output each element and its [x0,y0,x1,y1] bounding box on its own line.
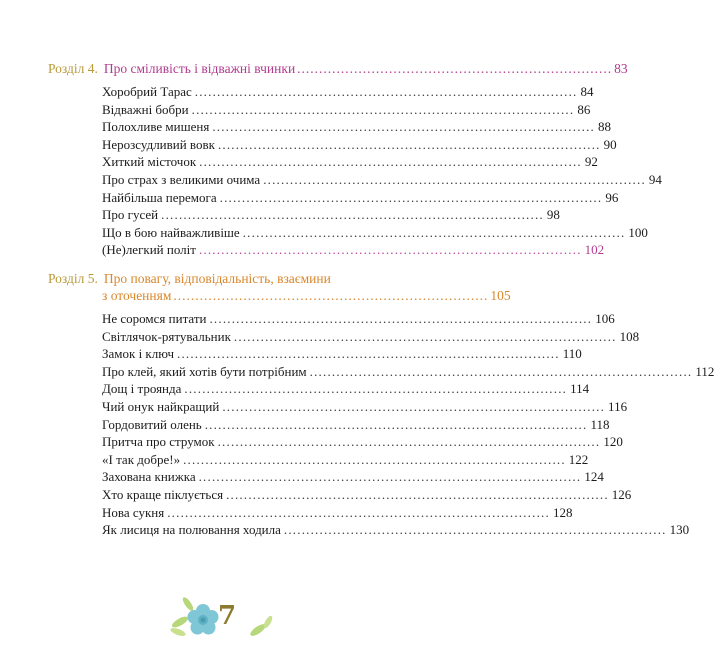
entry-title: Про страх з великими очима [102,171,261,187]
toc-entry[interactable] [102,224,648,242]
entry-page: 100 [628,224,648,240]
entry-title: Замок і ключ [102,346,174,362]
toc-entry[interactable] [102,118,612,136]
toc-entry[interactable] [102,521,690,539]
entry-page: 98 [546,207,560,223]
entry-title: Нова сукня [102,504,165,520]
leader-dots: ...................................................................................... [219,189,603,205]
section-4-entries [102,83,662,259]
leader-dots: ...................................................................................... [199,154,582,170]
entry-title: Полохливе мишеня [102,119,210,135]
toc-entry[interactable] [102,310,615,328]
leader-dots: ........................................................................ [173,288,489,303]
toc-entry[interactable] [102,206,560,224]
entry-title: Як лисиця на полювання ходила [102,522,281,538]
entry-title: Що в бою найважливіше [102,224,240,240]
entry-page: 92 [584,154,598,170]
leader-dots: ...................................................................................... [198,469,582,485]
entry-page: 118 [590,416,610,432]
entry-page: 114 [570,381,590,397]
entry-page: 128 [552,504,573,520]
leader-dots: ...................................................................................... [177,346,560,362]
entry-page: 116 [608,398,628,414]
entry-title: Захована книжка [102,469,196,485]
entry-page: 88 [598,119,612,135]
entry-page: 130 [669,522,690,538]
entry-page: 106 [595,311,615,326]
toc-entry[interactable] [102,153,598,171]
section-5-heading-line1[interactable] [48,270,413,287]
leader-dots: ...................................................................................... [209,311,593,326]
leader-dots: ...................................................................................... [309,363,693,379]
toc-entry[interactable] [102,504,573,522]
entry-page: 102 [584,242,605,258]
toc-section-5 [48,270,714,539]
leader-dots: ...................................................................................... [263,171,646,187]
toc-section-4 [48,60,662,259]
toc-entry[interactable] [102,416,610,434]
section-4-title: Про сміливість і відважні вчинки [103,61,296,76]
toc-entry[interactable] [102,486,632,504]
entry-page: 122 [568,451,589,467]
entry-page: 112 [695,363,714,379]
section-5-title-line1: Про повагу, відповідальність, взаємини [103,271,331,286]
section-4-heading[interactable] [48,60,628,77]
entry-title: Гордовитий олень [102,416,202,432]
entry-page: 94 [648,171,662,187]
leader-dots: ...................................................................................... [191,101,575,117]
leader-dots: ...................................................................................... [242,224,626,240]
leader-dots: ...................................................................................... [161,207,544,223]
entry-page: 108 [619,328,640,344]
section-4-page: 83 [614,61,628,76]
toc-entry[interactable] [102,241,605,259]
entry-page: 120 [603,434,623,450]
entry-page: 110 [562,346,582,362]
entry-title: Хиткий місточок [102,154,197,170]
entry-title: (Не)легкий політ [102,242,196,258]
leader-dots: ........................................................................ [297,61,613,76]
section-5-number: Розділ 5. [48,271,98,286]
entry-title: Про гусей [102,207,159,223]
entry-page: 84 [580,84,594,99]
leader-dots: ...................................................................................... [217,434,601,450]
entry-page: 90 [603,136,617,152]
section-5-title-line2: з оточенням [102,288,172,303]
entry-title: Відважні бобри [102,101,189,117]
entry-title: Хоробрий Тарас [102,84,192,99]
leader-dots: ...................................................................................... [283,522,667,538]
leader-dots: ...................................................................................... [233,328,617,344]
leader-dots: ...................................................................................... [226,486,609,502]
toc-entry[interactable] [102,398,628,416]
entry-title: Хто краще піклується [102,486,224,502]
entry-title: Притча про струмок [102,434,215,450]
toc-entry[interactable] [102,83,594,101]
section-5-entries [102,310,714,539]
entry-title: «І так добре!» [102,451,181,467]
entry-title: Дощ і троянда [102,381,182,397]
toc-entry[interactable] [102,345,582,363]
section-4-number: Розділ 4. [48,61,98,76]
leader-dots: ...................................................................................... [204,416,588,432]
toc-entry[interactable] [102,451,589,469]
leader-dots: ...................................................................................... [167,504,550,520]
toc-entry[interactable] [102,136,617,154]
leader-dots: ...................................................................................... [194,84,578,99]
entry-title: Світлячок-рятувальник [102,328,231,344]
entry-title: Нерозсудливий вовк [102,136,215,152]
leader-dots: ...................................................................................... [212,119,596,135]
toc-entry[interactable] [102,363,714,381]
leader-dots: ...................................................................................... [198,242,582,258]
entry-page: 96 [605,189,619,205]
entry-page: 126 [611,486,632,502]
toc-entry[interactable] [102,171,662,189]
toc-entry[interactable] [102,433,623,451]
toc-entry[interactable] [102,189,619,207]
toc-entry[interactable] [102,328,640,346]
entry-title: Найбільша перемога [102,189,217,205]
leader-dots: ...................................................................................... [184,381,568,397]
toc-entry[interactable] [102,101,591,119]
toc-entry[interactable] [102,468,604,486]
entry-title: Чий онук найкращий [102,398,220,414]
leader-dots: ...................................................................................... [217,136,601,152]
entry-page: 124 [584,469,604,485]
toc-entry[interactable] [102,380,590,398]
leader-dots: ...................................................................................... [222,398,606,414]
section-5-page: 105 [490,288,511,303]
entry-title: Не соромся питати [102,311,207,326]
section-5-heading-line2[interactable] [102,287,511,304]
entry-page: 86 [577,101,591,117]
page-number: 7 [218,601,237,631]
entry-title: Про клей, який хотів бути потрібним [102,363,307,379]
leader-dots: ...................................................................................... [183,451,566,467]
